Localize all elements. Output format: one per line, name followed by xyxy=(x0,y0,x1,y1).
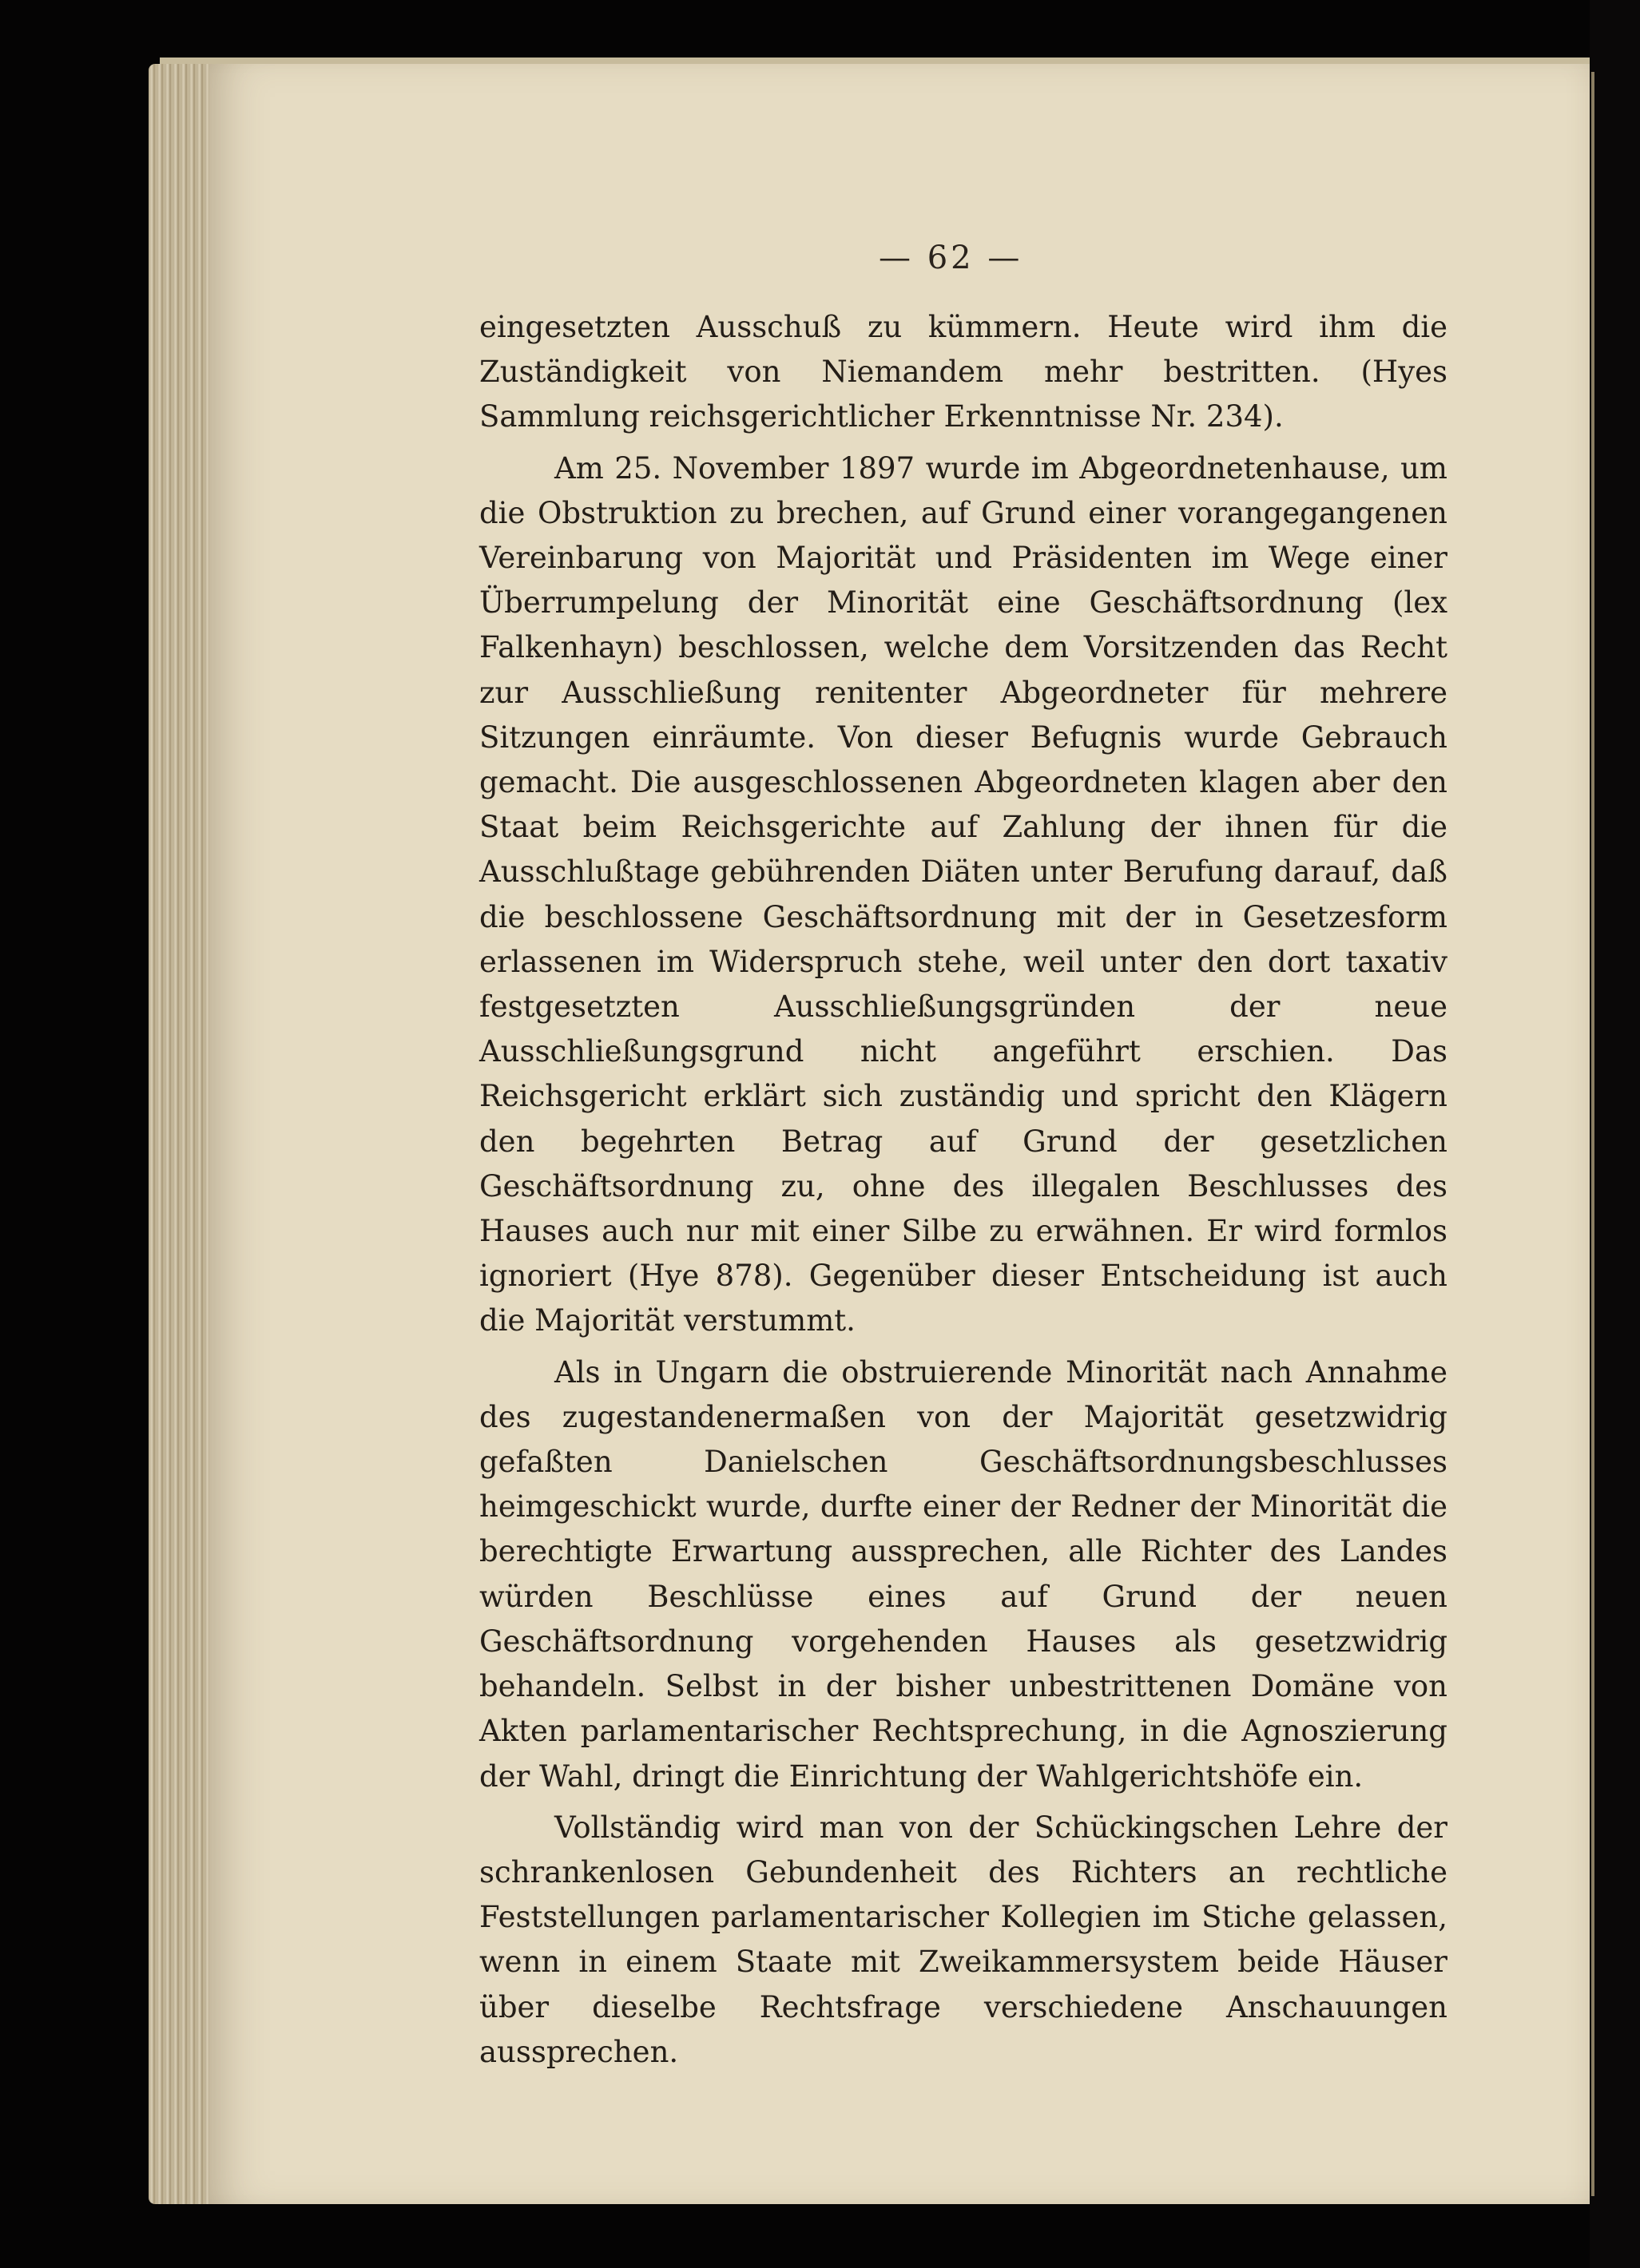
paragraph-1: eingesetzten Ausschuß zu kümmern. Heute wird ihm die Zuständigkeit von Niemandem mehr bestritten. (Hyes Sammlung reichsgerichtlicher Erkenntnisse Nr. 234). xyxy=(479,310,1447,434)
paragraph-3: Als in Ungarn die obstruierende Minorität nach Annahme des zugestandenermaßen von der Majorität gesetzwidrig gefaßten Danielschen Geschäftsordnungsbeschlusses heimgeschickt wurde, durfte einer der Redner der Minorität die berechtigte Erwartung aussprechen, alle Richter des Landes würden Beschlüsse eines auf Grund der neuen Geschäftsordnung vorgehenden Hauses als gesetzwidrig behandeln. Selbst in der bisher unbestrittenen Domäne von Akten parlamentarischer Rechtsprechung, in die Agnoszierung der Wahl, dringt die Einrichtung der Wahlgerichtshöfe ein. xyxy=(479,1354,1447,1794)
paragraph-2: Am 25. November 1897 wurde im Abgeordnetenhause, um die Obstruktion zu brechen, auf Grund einer vorangegangenen Vereinbarung von Majorität und Präsidenten im Wege einer Überrumpelung der Minorität eine Geschäftsordnung (lex Falkenhayn) beschlossen, welche dem Vorsitzenden das Recht zur Ausschließung renitenter Abgeordneter für mehrere Sitzungen einräumte. Von dieser Befugnis wurde Gebrauch gemacht. Die ausgeschlossenen Abgeordneten klagen aber den Staat beim Reichsgerichte auf Zahlung der ihnen für die Ausschlußtage gebührenden Diäten unter Berufung darauf, daß die beschlossene Geschäftsordnung mit der in Gesetzesform erlassenen im Widerspruch stehe, weil unter den dort taxativ festgesetzten Ausschließungsgründen der neue Ausschließungsgrund nicht angeführt erschien. Das Reichsgericht erklärt sich zuständig und spricht den Klägern den begehrten Betrag auf Grund der gesetzlichen Geschäftsordnung zu, ohne des illegalen Beschlusses des Hauses auch nur mit einer Silbe zu erwähnen. Er wird formlos ignoriert (Hye 878). Gegenüber dieser Entscheidung ist auch die Majorität verstummt. xyxy=(479,450,1447,1338)
body-text xyxy=(479,305,1447,2081)
background-right xyxy=(1590,0,1640,2268)
page-right-edge xyxy=(1591,72,1594,2196)
page-number: — 62 — xyxy=(879,240,1023,276)
paragraph-4: Vollständig wird man von der Schückingschen Lehre der schrankenlosen Gebundenheit des Richters an rechtliche Feststellungen parlamentarischer Kollegien im Stiche gelassen, wenn in einem Staate mit Zweikammersystem beide Häuser über dieselbe Rechtsfrage verschiedene Anschauungen aussprechen. xyxy=(479,1810,1447,2069)
